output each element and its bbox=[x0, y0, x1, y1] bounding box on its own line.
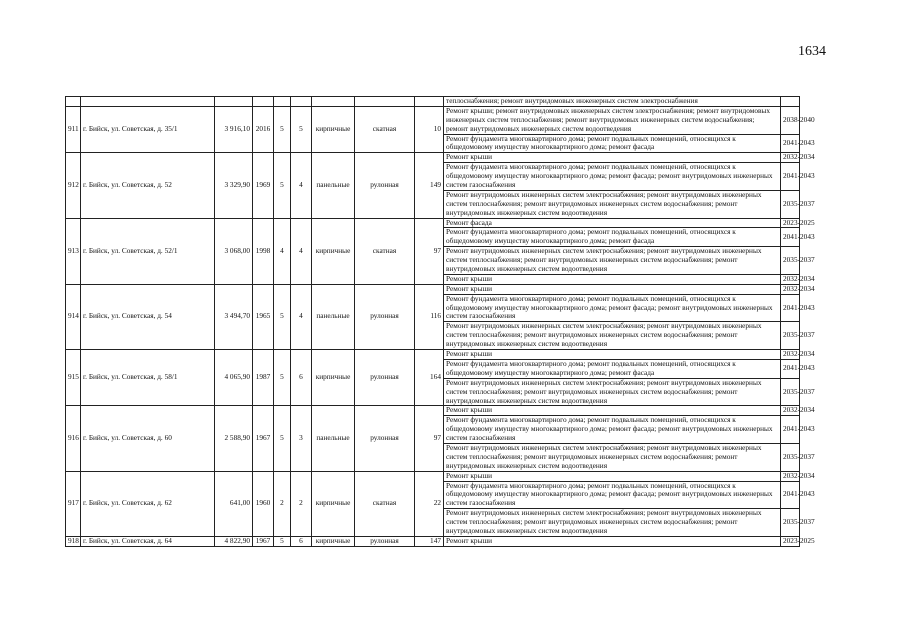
continuation-row bbox=[66, 97, 800, 107]
entrances-cell: 4 bbox=[291, 218, 312, 284]
work-period: 2032-2034 bbox=[781, 406, 800, 416]
table-row bbox=[66, 350, 800, 360]
entrances-cell: 3 bbox=[291, 406, 312, 471]
floors-cell: 5 bbox=[274, 106, 291, 152]
work-period: 2035-2037 bbox=[781, 443, 800, 471]
work-period: 2035-2037 bbox=[781, 247, 800, 275]
housing-repair-table bbox=[65, 96, 815, 547]
roof-type-cell: скатная bbox=[355, 106, 415, 152]
empty-cell bbox=[81, 97, 215, 107]
address-cell: г. Бийск, ул. Советская, д. 35/1 bbox=[81, 106, 215, 152]
floors-cell: 2 bbox=[274, 471, 291, 536]
year-cell: 1960 bbox=[253, 471, 274, 536]
work-description: Ремонт внутридомовых инженерных систем электроснабжения; ремонт внутридомовых инженерных систем теплоснабжения; ремонт внутридомовых инженерных систем водоснабжения; ремонт внутридомовых инженерных систем водоотведения bbox=[444, 247, 781, 275]
work-description: Ремонт крыши bbox=[444, 284, 781, 294]
empty-cell bbox=[312, 97, 355, 107]
year-cell: 2016 bbox=[253, 106, 274, 152]
work-period: 2041-2043 bbox=[781, 416, 800, 444]
empty-cell bbox=[415, 97, 444, 107]
area-cell: 3 494,70 bbox=[215, 284, 253, 349]
work-period bbox=[781, 97, 800, 107]
residents-cell: 147 bbox=[415, 536, 444, 546]
area-cell: 2 588,90 bbox=[215, 406, 253, 471]
address-cell: г. Бийск, ул. Советская, д. 52/1 bbox=[81, 218, 215, 284]
empty-cell bbox=[274, 97, 291, 107]
row-number: 915 bbox=[66, 350, 81, 406]
roof-type-cell: скатная bbox=[355, 471, 415, 536]
residents-cell: 164 bbox=[415, 350, 444, 406]
work-description: Ремонт внутридомовых инженерных систем электроснабжения; ремонт внутридомовых инженерных систем теплоснабжения; ремонт внутридомовых инженерных систем водоснабжения; ремонт внутридомовых инженерных систем водоотведения bbox=[444, 322, 781, 350]
work-description: Ремонт крыши bbox=[444, 406, 781, 416]
work-period: 2035-2037 bbox=[781, 322, 800, 350]
residents-cell: 10 bbox=[415, 106, 444, 152]
work-period: 2041-2043 bbox=[781, 294, 800, 322]
work-description: Ремонт внутридомовых инженерных систем электроснабжения; ремонт внутридомовых инженерных систем теплоснабжения; ремонт внутридомовых инженерных систем водоснабжения; ремонт внутридомовых инженерных систем водоотведения bbox=[444, 509, 781, 537]
year-cell: 1969 bbox=[253, 153, 274, 218]
work-period: 2041-2043 bbox=[781, 134, 800, 153]
year-cell: 1967 bbox=[253, 406, 274, 471]
work-description: Ремонт фундамента многоквартирного дома; ремонт подвальных помещений, относящихся к общедомовому имуществу многоквартирного дома; ремонт фасада bbox=[444, 228, 781, 247]
residents-cell: 97 bbox=[415, 406, 444, 471]
area-cell: 3 068,00 bbox=[215, 218, 253, 284]
walls-material-cell: кирпичные bbox=[312, 218, 355, 284]
entrances-cell: 6 bbox=[291, 350, 312, 406]
work-period: 2035-2037 bbox=[781, 378, 800, 406]
empty-cell bbox=[355, 97, 415, 107]
walls-material-cell: панельные bbox=[312, 406, 355, 471]
work-description: Ремонт крыши bbox=[444, 471, 781, 481]
address-cell: г. Бийск, ул. Советская, д. 60 bbox=[81, 406, 215, 471]
work-period: 2041-2043 bbox=[781, 228, 800, 247]
work-period: 2035-2037 bbox=[781, 190, 800, 218]
row-number: 911 bbox=[66, 106, 81, 152]
address-cell: г. Бийск, ул. Советская, д. 54 bbox=[81, 284, 215, 349]
work-description: Ремонт крыши bbox=[444, 274, 781, 284]
work-description: Ремонт крыши; ремонт внутридомовых инженерных систем электроснабжения; ремонт внутридомовых инженерных систем теплоснабжения; ремонт внутридомовых инженерных систем водоснабжения; ремонт внутридомовых инженерных систем водоотведения bbox=[444, 106, 781, 134]
work-period: 2032-2034 bbox=[781, 153, 800, 163]
walls-material-cell: кирпичные bbox=[312, 471, 355, 536]
work-description: Ремонт фундамента многоквартирного дома; ремонт подвальных помещений, относящихся к общедомовому имуществу многоквартирного дома; ремонт фасада; ремонт внутридомовых инженерных систем газоснабжения bbox=[444, 481, 781, 509]
work-description: Ремонт фундамента многоквартирного дома; ремонт подвальных помещений, относящихся к общедомовому имуществу многоквартирного дома; ремонт фасада bbox=[444, 359, 781, 378]
address-cell: г. Бийск, ул. Советская, д. 58/1 bbox=[81, 350, 215, 406]
entrances-cell: 4 bbox=[291, 153, 312, 218]
row-number: 917 bbox=[66, 471, 81, 536]
address-cell: г. Бийск, ул. Советская, д. 52 bbox=[81, 153, 215, 218]
walls-material-cell: кирпичные bbox=[312, 350, 355, 406]
row-number: 916 bbox=[66, 406, 81, 471]
work-description: Ремонт фундамента многоквартирного дома; ремонт подвальных помещений, относящихся к общедомовому имуществу многоквартирного дома; ремонт фасада; ремонт внутридомовых инженерных систем газоснабжения bbox=[444, 416, 781, 444]
walls-material-cell: кирпичные bbox=[312, 536, 355, 546]
floors-cell: 5 bbox=[274, 406, 291, 471]
work-period: 2041-2043 bbox=[781, 481, 800, 509]
roof-type-cell: скатная bbox=[355, 218, 415, 284]
empty-cell bbox=[215, 97, 253, 107]
area-cell: 3 916,10 bbox=[215, 106, 253, 152]
floors-cell: 5 bbox=[274, 350, 291, 406]
row-number: 914 bbox=[66, 284, 81, 349]
area-cell: 4 065,90 bbox=[215, 350, 253, 406]
row-number: 913 bbox=[66, 218, 81, 284]
work-description: Ремонт фундамента многоквартирного дома; ремонт подвальных помещений, относящихся к общедомовому имуществу многоквартирного дома; ремонт фасада bbox=[444, 134, 781, 153]
work-period: 2038-2040 bbox=[781, 106, 800, 134]
roof-type-cell: рулонная bbox=[355, 350, 415, 406]
residents-cell: 116 bbox=[415, 284, 444, 349]
work-description: Ремонт внутридомовых инженерных систем электроснабжения; ремонт внутридомовых инженерных систем теплоснабжения; ремонт внутридомовых инженерных систем водоснабжения; ремонт внутридомовых инженерных систем водоотведения bbox=[444, 443, 781, 471]
walls-material-cell: панельные bbox=[312, 153, 355, 218]
walls-material-cell: панельные bbox=[312, 284, 355, 349]
work-description: Ремонт крыши bbox=[444, 536, 781, 546]
work-description: Ремонт крыши bbox=[444, 350, 781, 360]
work-period: 2035-2037 bbox=[781, 509, 800, 537]
work-period: 2032-2034 bbox=[781, 350, 800, 360]
year-cell: 1987 bbox=[253, 350, 274, 406]
empty-cell bbox=[291, 97, 312, 107]
page-number: 1634 bbox=[798, 44, 826, 59]
floors-cell: 5 bbox=[274, 284, 291, 349]
roof-type-cell: рулонная bbox=[355, 284, 415, 349]
entrances-cell: 6 bbox=[291, 536, 312, 546]
floors-cell: 5 bbox=[274, 536, 291, 546]
address-cell: г. Бийск, ул. Советская, д. 64 bbox=[81, 536, 215, 546]
year-cell: 1965 bbox=[253, 284, 274, 349]
area-cell: 641,00 bbox=[215, 471, 253, 536]
row-number: 918 bbox=[66, 536, 81, 546]
table-body bbox=[66, 96, 815, 547]
work-period: 2023-2025 bbox=[781, 218, 800, 228]
roof-type-cell: рулонная bbox=[355, 153, 415, 218]
table-row bbox=[66, 536, 800, 546]
work-description: Ремонт внутридомовых инженерных систем электроснабжения; ремонт внутридомовых инженерных систем теплоснабжения; ремонт внутридомовых инженерных систем водоснабжения; ремонт внутридомовых инженерных систем водоотведения bbox=[444, 190, 781, 218]
row-number: 912 bbox=[66, 153, 81, 218]
roof-type-cell: рулонная bbox=[355, 536, 415, 546]
work-description: Ремонт внутридомовых инженерных систем электроснабжения; ремонт внутридомовых инженерных систем теплоснабжения; ремонт внутридомовых инженерных систем водоснабжения; ремонт внутридомовых инженерных систем водоотведения bbox=[444, 378, 781, 406]
work-description: теплоснабжения; ремонт внутридомовых инженерных систем электроснабжения bbox=[444, 97, 781, 107]
floors-cell: 5 bbox=[274, 153, 291, 218]
residents-cell: 22 bbox=[415, 471, 444, 536]
work-description: Ремонт фасада bbox=[444, 218, 781, 228]
entrances-cell: 4 bbox=[291, 284, 312, 349]
roof-type-cell: рулонная bbox=[355, 406, 415, 471]
entrances-cell: 2 bbox=[291, 471, 312, 536]
empty-cell bbox=[253, 97, 274, 107]
area-cell: 3 329,90 bbox=[215, 153, 253, 218]
entrances-cell: 5 bbox=[291, 106, 312, 152]
work-period: 2041-2043 bbox=[781, 163, 800, 191]
table-row bbox=[66, 284, 800, 294]
residents-cell: 149 bbox=[415, 153, 444, 218]
work-period: 2041-2043 bbox=[781, 359, 800, 378]
work-period: 2032-2034 bbox=[781, 471, 800, 481]
work-period: 2032-2034 bbox=[781, 284, 800, 294]
work-description: Ремонт фундамента многоквартирного дома; ремонт подвальных помещений, относящихся к общедомовому имуществу многоквартирного дома; ремонт фасада; ремонт внутридомовых инженерных систем газоснабжения bbox=[444, 294, 781, 322]
empty-cell bbox=[66, 97, 81, 107]
table-row bbox=[66, 471, 800, 481]
year-cell: 1967 bbox=[253, 536, 274, 546]
work-description: Ремонт крыши bbox=[444, 153, 781, 163]
work-period: 2023-2025 bbox=[781, 536, 800, 546]
residents-cell: 97 bbox=[415, 218, 444, 284]
year-cell: 1998 bbox=[253, 218, 274, 284]
walls-material-cell: кирпичные bbox=[312, 106, 355, 152]
work-period: 2032-2034 bbox=[781, 274, 800, 284]
address-cell: г. Бийск, ул. Советская, д. 62 bbox=[81, 471, 215, 536]
floors-cell: 4 bbox=[274, 218, 291, 284]
area-cell: 4 822,90 bbox=[215, 536, 253, 546]
work-description: Ремонт фундамента многоквартирного дома; ремонт подвальных помещений, относящихся к общедомовому имуществу многоквартирного дома; ремонт фасада; ремонт внутридомовых инженерных систем газоснабжения bbox=[444, 163, 781, 191]
table-row bbox=[66, 106, 800, 134]
